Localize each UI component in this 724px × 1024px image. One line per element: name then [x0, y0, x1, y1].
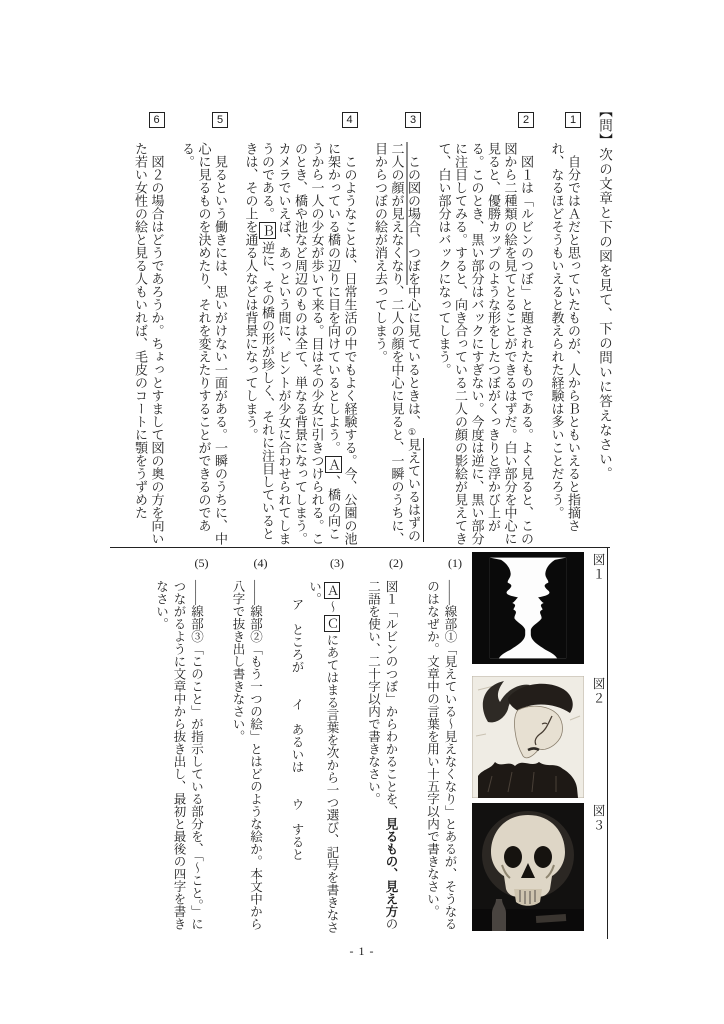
- text-run: 図１「ルビンのつぼ」からわかることを、: [384, 580, 398, 818]
- question-3: [288, 556, 344, 948]
- figure-rubin-vase-image: [472, 552, 584, 664]
- exam-instruction: 【問】次の文章と下の図を見て、下の問いに答えなさい。: [597, 104, 612, 481]
- text-run: の二語を使い、二十字以内で書きなさい。: [366, 580, 398, 930]
- paragraph-number-badge: 4: [342, 112, 358, 128]
- question-5: [152, 556, 209, 948]
- underlined-phrase-1: 見えているはずの二人の顔が見えなくなり: [389, 142, 421, 542]
- text-run: このようなことは、日常生活の中でもよく経験する。今、公園の池に架かっている橋の辺りに目を向けているとしよう。: [326, 142, 358, 545]
- blank-box-a: Ａ: [326, 458, 341, 471]
- section-divider-line: [110, 547, 610, 548]
- question-text: ——線部③「このこと」が指示している部分を、「〜こと。」につながるように文章中から抜き出し、最初と最後の四字を書きなさい。: [154, 580, 204, 930]
- paragraph-number-badge: 2: [518, 112, 534, 128]
- right-rule-line: [607, 547, 608, 939]
- text-run: 逆に、その橋の形が珍しく、それに注目しているときは、その上を通る人などは背景になってしまう。: [243, 142, 275, 540]
- rubin-vase-illustration: [472, 552, 584, 664]
- text-run: 、橋の向こうから一人の少女が歩いて来る。目はその少女に引きつけられる。このとき、橋や池など周辺のものは全て、単なる背景になってしまう。カメラでいえば、あっという間に、ピントが少女に合わせられてしまうのである。: [260, 142, 341, 545]
- paragraph-text: 図１は「ルビンのつぼ」と題されたものである。よく見ると、この図から二種類の絵を見てとることができるはずだ。白い部分を中心に見ると、優勝カップのような形をしたつぼがくっきりと浮かび上がる。このとき、黒い部分はバックにすぎない。今度は逆に、黒い部分に注目してみる。すると、向き合っている二人の顔の影絵が見えてきて、白い部分はバックになってしまう。: [436, 142, 534, 545]
- paragraph-3: [372, 104, 422, 550]
- question-text: ——線部①「見えている〜見えなくなり」とあるが、そうなるのはなぜか。文章中の言葉を用い十五字以内で書きなさい。: [425, 580, 457, 930]
- question-text: [288, 580, 341, 938]
- figure-3-label: 図３: [591, 804, 605, 833]
- question-text: [364, 580, 399, 938]
- paragraph-text: 図２の場合はどうであろうか。ちょっとすまして図の奥の方を向いた若い女性の絵と見る人もいれば、毛皮のコートに顎をうずめた: [133, 142, 165, 545]
- keyword-emphasis: 見るもの、見え方: [384, 817, 398, 918]
- paragraph-6: [132, 104, 165, 550]
- questions-section: [128, 556, 462, 948]
- question-1: [423, 556, 462, 948]
- paragraph-text: 見るという働きには、思いがけない一面がある。一瞬のうちに、中心に見るものを決めたり、それを変えたりすることができるのである。: [180, 142, 228, 545]
- paragraph-number-badge: 1: [565, 112, 581, 128]
- question-number: (1): [448, 556, 462, 570]
- paragraph-2: [435, 104, 534, 550]
- paragraph-5: [179, 104, 229, 550]
- eye-socket-left: [504, 846, 522, 868]
- page-number: - 1 -: [349, 944, 375, 958]
- paragraph-text: [372, 142, 422, 548]
- paragraph-number-badge: 5: [212, 112, 228, 128]
- text-run: 、二人の顔を中心に見ると、一瞬のうちに、目からつぼの絵が消え去ってしまう。: [373, 142, 405, 545]
- blank-box-b: Ｂ: [260, 224, 275, 237]
- jaw: [514, 889, 542, 906]
- annotation-mark-1: ①: [408, 428, 418, 438]
- paragraph-text: [242, 142, 358, 548]
- question-number: (2): [389, 556, 403, 570]
- skull-illustration: [472, 803, 584, 931]
- blank-box-a-ref: Ａ: [325, 584, 339, 597]
- question-number: (3): [330, 556, 344, 570]
- question-4: [229, 556, 268, 948]
- question-number: (4): [253, 556, 268, 570]
- question-number: (5): [194, 556, 209, 570]
- figure-1-label: 図１: [591, 553, 605, 582]
- paragraph-4: [242, 104, 358, 550]
- old-young-woman-illustration: [472, 676, 584, 798]
- figure-skull-illusion-image: [472, 803, 584, 931]
- text-run: にあてはまる言葉を次から一つ選び、記号を書きなさい。: [307, 580, 339, 934]
- paragraph-1: [548, 104, 581, 550]
- answer-options: ア ところが イ あるいは ウ すると: [290, 598, 304, 861]
- blank-box-c-ref: Ｃ: [325, 617, 339, 630]
- question-text: ——線部②「もう一つの絵」とはどのような絵か。本文中から八字で抜き出し書きなさい。: [231, 580, 263, 930]
- text-run: この図の場合、つぼを中心に見ているときは、: [406, 155, 421, 428]
- question-3-body: [305, 580, 340, 938]
- question-2: [364, 556, 403, 948]
- figure-ambiguous-woman-image: [472, 676, 584, 798]
- paragraph-number-badge: 3: [405, 112, 421, 128]
- passage-section: [132, 104, 615, 550]
- figure-2-label: 図２: [591, 677, 605, 706]
- text-run: 〜: [325, 600, 339, 613]
- paragraph-number-badge: 6: [149, 112, 165, 128]
- paragraph-text: 自分ではＡだと思っていたものが、人からＢともいえると指摘され、なるほどそうもいえると教えられた経験は多いことだろう。: [549, 142, 581, 532]
- eye-socket-right: [534, 846, 552, 868]
